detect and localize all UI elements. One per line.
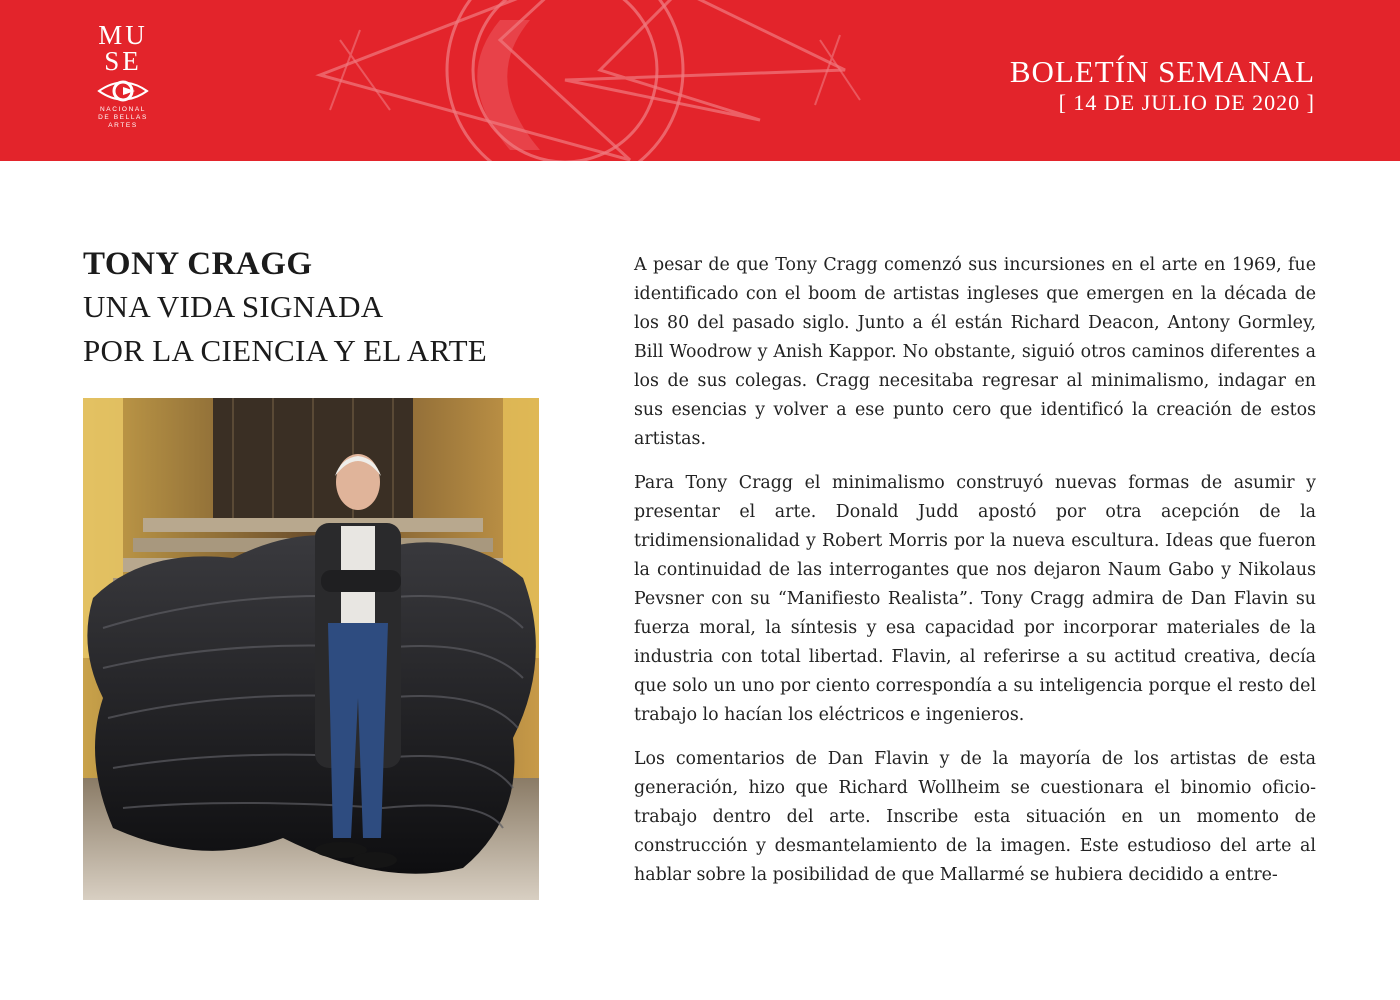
- headline-subtitle-line-1: UNA VIDA SIGNADA: [83, 289, 384, 324]
- eye-logo-icon: [95, 76, 151, 106]
- logo-small-3: ARTES: [108, 122, 138, 129]
- header-ornament: [300, 0, 900, 161]
- logo-line-1: MU: [98, 20, 148, 50]
- headline-name: TONY CRAGG: [83, 246, 313, 282]
- bulletin-date: [ 14 DE JULIO DE 2020 ]: [1058, 90, 1315, 115]
- bulletin-heading: [1010, 54, 1315, 116]
- article-headline: [83, 243, 573, 373]
- page-header: [0, 0, 1400, 161]
- article-body: [634, 251, 1316, 905]
- photo-artist-with-sculpture-icon: [83, 398, 539, 900]
- logo-line-2: SE: [104, 46, 142, 76]
- logo-small-2: DE BELLAS: [98, 114, 148, 121]
- article-paragraph-2: Para Tony Cragg el minimalismo construyó nuevas formas de asumir y presentar el arte. Donald Judd apostó por otra acepción de la tridimensionalidad y Robert Morris por la nueva escultura. Ideas que fueron la continuidad de las interrogantes que nos dejaron Naum Gabo y Nikolaus Pevsner con su “Manifiesto Realista”. Tony Cragg admira de Dan Flavin su fuerza moral, la síntesis y esa capacidad por incorporar materiales de la industria con total libertad. Flavin, al referirse a su actitud creativa, decía que solo un uno por ciento correspondía a su inteligencia porque el resto del trabajo lo hacían los eléctricos e ingenieros.: [634, 473, 1316, 725]
- museum-logo[interactable]: [88, 22, 158, 130]
- logo-small-1: NACIONAL: [99, 106, 147, 113]
- headline-subtitle-line-2: POR LA CIENCIA Y EL ARTE: [83, 333, 488, 368]
- artist-photo: [83, 398, 539, 900]
- bulletin-title: BOLETÍN SEMANAL: [1009, 54, 1315, 89]
- article-paragraph-1: A pesar de que Tony Cragg comenzó sus incursiones en el arte en 1969, fue identificado con el boom de artistas ingleses que emergen en la década de los 80 del pasado siglo. Junto a él están Richard Deacon, Antony Gormley, Bill Woodrow y Anish Kappor. No obstante, siguió otros caminos diferentes a los de sus colegas. Cragg necesitaba regresar al minimalismo, indagar en sus esencias y volver a ese punto cero que identificó la creación de estos artistas.: [634, 255, 1316, 449]
- article-paragraph-3: Los comentarios de Dan Flavin y de la mayoría de los artistas de esta generación, hizo que Richard Wollheim se cuestionara el binomio oficio-trabajo dentro del arte. Inscribe esta situación en un momento de construcción y desmantelamiento de la imagen. Este estudioso del arte al hablar sobre la posibilidad de que Mallarmé se hubiera decidido a entre-: [634, 749, 1316, 885]
